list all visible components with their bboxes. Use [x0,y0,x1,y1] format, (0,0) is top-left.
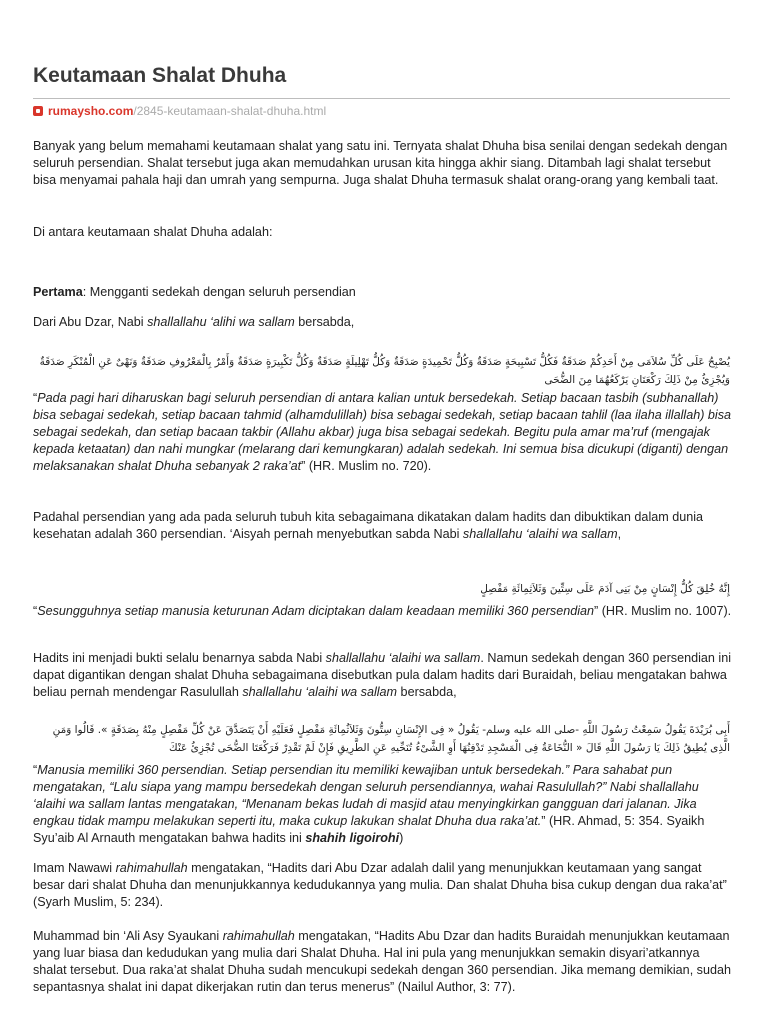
title-divider [33,98,730,99]
source-line [33,103,326,119]
abu-dzar-salawat: shallallahu ‘alihi wa sallam [147,315,295,329]
persendian-salawat: shallallahu ‘alaihi wa sallam [462,527,618,541]
persendian-text: Padahal persendian yang ada pada seluruh tubuh kita sebagaimana dikatakan dalam hadits dan dibuktikan dalam dunia kesehatan adalah 360 persendian. ‘Aisyah pernah menyebutkan sabda Nabi [33,510,704,541]
translation-3-quote: “ [33,763,38,777]
syaukani-text-b: mengatakan, “Hadits Abu Dzar dan hadits Buraidah menunjukkan keutamaan yang luar biasa dan kedudukan yang mulia dari Shalat Dhuha. Hal ini pula yang menunjukkan semakin disyari’atkannya shalat tersebut. Dua raka’at shalat Dhuha sudah mencukupi sedekah dengan 360 persendian. Jika memang demikian, sudah sepantasnya shalat ini dapat dikerjakan rutin dan terus menerus” (Nailul Author, 3: 77). [33,929,731,994]
first-point-paragraph [33,284,733,301]
translation-1-ref: ” (HR. Muslim no. 720). [301,459,432,473]
lead-paragraph: Di antara keutamaan shalat Dhuha adalah: [33,225,273,239]
abu-dzar-tail: bersabda, [294,315,355,329]
arabic-hadith-3: أَبِى بُرَيْدَةَ يَقُولُ سَمِعْتُ رَسُولَ اللَّهِ -صلى الله عليه وسلم- يَقُولُ « فِى الإِنْسَانِ سِتُّونَ وَثَلاَثُمِائَةِ مَفْصِلٍ فَعَلَيْهِ أَنْ يَتَصَدَّقَ عَنْ كُلِّ مَفْصِلٍ مِنْهُ بِصَدَقَةٍ ». قَالُوا وَمَنِ الَّذِى يُطِيقُ ذَلِكَ يَا رَسُولَ اللَّهِ قَالَ « النُّخَاعَةُ فِى الْمَسْجِدِ تَدْفِنُهَا أَوِ الشَّىْءُ تُنَحِّيهِ عَنِ الطَّرِيقِ فَإِنْ لَمْ تَقْدِرْ فَرَكْعَتَا الضُّحَى تُجْزِئُ عَنْكَ [52,723,730,754]
source-path: /2845-keutamaan-shalat-dhuha.html [133,104,327,118]
arabic-hadith-1: يُصْبِحُ عَلَى كُلِّ سُلاَمَى مِنْ أَحَدِكُمْ صَدَقَةٌ فَكُلُّ تَسْبِيحَةٍ صَدَقَةٌ وَكُلُّ تَحْمِيدَةٍ صَدَقَةٌ وَكُلُّ تَهْلِيلَةٍ صَدَقَةٌ وَكُلُّ تَكْبِيرَةٍ صَدَقَةٌ وَأَمْرٌ بِالْمَعْرُوفِ صَدَقَةٌ وَنَهْىٌ عَنِ الْمُنْكَرِ صَدَقَةٌ وَيُجْزِئُ مِنْ ذَلِكَ رَكْعَتَانِ يَرْكَعُهُمَا مِنَ الضُّحَى [39,355,730,386]
translation-3-paragraph [33,762,733,847]
abu-dzar-paragraph [33,314,733,331]
nawawi-text-b: mengatakan, “Hadits dari Abu Dzar adalah dalil yang menunjukkan keutamaan yang sangat besar dari shalat Dhuha dan menunjukkannya kedudukannya yang mulia. Dan shalat Dhuha bisa cukup dengan dua raka’at” (Syarh Muslim, 5: 234). [33,861,727,909]
source-host-link[interactable]: rumaysho.com [48,104,134,118]
translation-2-quote: “ [33,604,38,618]
translation-1-paragraph [33,390,733,475]
syaukani-honorific: rahimahullah [222,929,295,943]
translation-1-quote: “ [33,391,38,405]
translation-2-ref: ” (HR. Muslim no. 1007). [594,604,732,618]
translation-2-text: Sesungguhnya setiap manusia keturunan Adam diciptakan dalam keadaan memiliki 360 persendian [37,604,595,618]
syaukani-text-a: Muhammad bin ‘Ali Asy Syaukani [33,929,223,943]
hadits-salawat-1: shallallahu ‘alaihi wa sallam [325,651,481,665]
hadits-text-c: bersabda, [397,685,457,699]
persendian-tail: , [617,527,622,541]
nawawi-paragraph [33,860,733,911]
arabic-hadith-2: إِنَّهُ خُلِقَ كُلُّ إِنْسَانٍ مِنْ بَنِى آدَمَ عَلَى سِتِّينَ وَثَلاَثِمِائَةِ مَفْصِلٍ [480,582,730,595]
nawawi-text-a: Imam Nawawi [33,861,116,875]
syaukani-paragraph [33,928,733,996]
nawawi-honorific: rahimahullah [115,861,188,875]
translation-3-grade: shahih ligoirohi [305,831,400,845]
translation-3-text: Manusia memiliki 360 persendian. Setiap persendian itu memiliki kewajiban untuk bersedekah.” Para sahabat pun mengatakan, “Lalu siapa yang mampu bersedekah dengan seluruh persendiannya, wahai Rasulullah?” Nabi shallallahu ‘alaihi wa sallam lantas mengatakan, “Menanam bekas ludah di masjid atau menyingkirkan gangguan dari jalanan. Jika engkau tidak mampu melakukan seperti itu, maka cukup lakukan shalat Dhuha dua raka’at. [33,763,699,828]
persendian-paragraph [33,509,733,543]
hadits-text-b: . Namun sedekah dengan 360 persendian ini dapat digantikan dengan shalat Dhuha sebagaimana disebutkan pula dalam hadits dari Buraidah, beliau mengatakan bahwa beliau pernah mendengar Rasulullah [33,651,732,699]
hadits-salawat-2: shallallahu ‘alaihi wa sallam [242,685,398,699]
translation-3-end: ) [399,831,404,845]
translation-1-text: Pada pagi hari diharuskan bagi seluruh persendian di antara kalian untuk bersedekah. Setiap bacaan tasbih (subhanallah) bisa sebagai sedekah, setiap bacaan tahmid (alhamdulillah) bisa sebagai sedekah, setiap bacaan tahlil (laa ilaha illallah) bisa sebagai sedekah, dan setiap bacaan takbir (Allahu akbar) juga bisa sebagai sedekah. Begitu pula amar ma’ruf (mengajak kepada ketaatan) dan nahi mungkar (melarang dari kemungkaran) adalah sedekah. Ini semua bisa dicukupi (diganti) dengan melaksanakan shalat Dhuha sebanyak 2 raka’at [33,391,731,473]
article-title: Keutamaan Shalat Dhuha [33,64,287,87]
rumaysho-logo-icon [33,106,43,116]
abu-dzar-text: Dari Abu Dzar, Nabi [33,315,148,329]
translation-2-paragraph [33,603,733,620]
first-label: Pertama [33,285,83,299]
hadits-paragraph [33,650,733,701]
translation-3-ref: ” (HR. Ahmad, 5: 354. Syaikh Syu’aib Al Arnauth mengatakan bahwa hadits ini [33,814,705,845]
first-text: : Mengganti sedekah dengan seluruh persendian [82,285,356,299]
intro-paragraph: Banyak yang belum memahami keutamaan shalat yang satu ini. Ternyata shalat Dhuha bisa senilai dengan sedekah dengan seluruh persendian. Shalat tersebut juga akan memudahkan urusan kita hingga akhir siang. Ditambah lagi shalat tersebut bisa menyamai pahala haji dan umrah yang sempurna. Juga shalat Dhuha termasuk shalat orang-orang yang kembali taat. [33,139,728,187]
hadits-text-a: Hadits ini menjadi bukti selalu benarnya sabda Nabi [33,651,326,665]
